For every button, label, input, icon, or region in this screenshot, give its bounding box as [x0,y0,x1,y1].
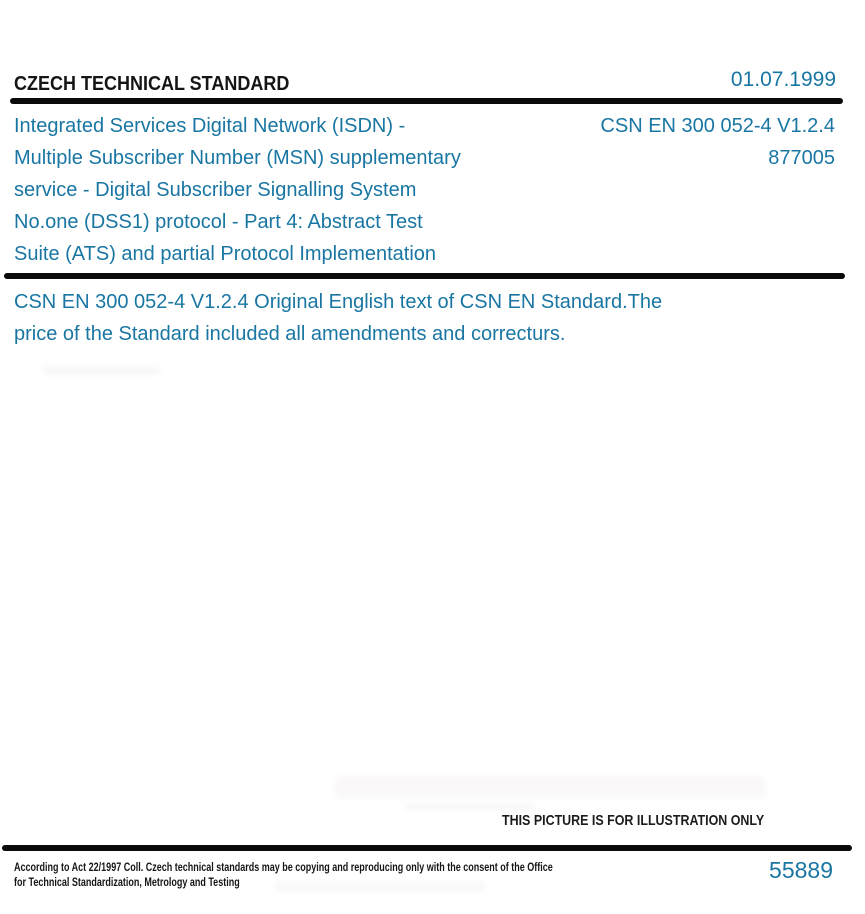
faint-watermark [335,776,765,798]
annotation-line: price of the Standard included all amendments and correcturs. [14,323,566,345]
copyright-notice-line: According to Act 22/1997 Coll. Czech technical standards may be copying and reproducing only with the consent of the Office [14,860,553,874]
title-divider [4,273,845,279]
footer-divider [2,845,852,851]
price-code: 55889 [769,857,833,883]
standard-title [14,110,534,270]
copyright-notice-line: for Technical Standardization, Metrology and Testing [14,875,240,889]
standard-title-line: No.one (DSS1) protocol - Part 4: Abstract Test [14,211,423,233]
illustration-only-notice: THIS PICTURE IS FOR ILLUSTRATION ONLY [502,812,765,829]
catalog-number: 877005 [768,147,835,169]
issue-date: 01.07.1999 [730,68,836,91]
header-divider [10,98,843,104]
standard-title-line: Multiple Subscriber Number (MSN) supplementary [14,147,461,169]
copyright-notice [14,860,553,890]
faint-watermark [42,366,160,375]
standard-title-line: service - Digital Subscriber Signalling System [14,179,417,201]
standard-designation: CSN EN 300 052-4 V1.2.4 [600,115,835,137]
standard-title-line: Integrated Services Digital Network (ISDN) - [14,115,406,137]
faint-watermark [405,803,535,810]
standard-title-line: Suite (ATS) and partial Protocol Implementation [14,243,437,265]
page-title: CZECH TECHNICAL STANDARD [14,73,290,95]
annotation-line: CSN EN 300 052-4 V1.2.4 Original English text of CSN EN Standard.The [14,291,663,313]
standard-annotation [14,286,754,350]
standard-reference-block [600,110,835,174]
